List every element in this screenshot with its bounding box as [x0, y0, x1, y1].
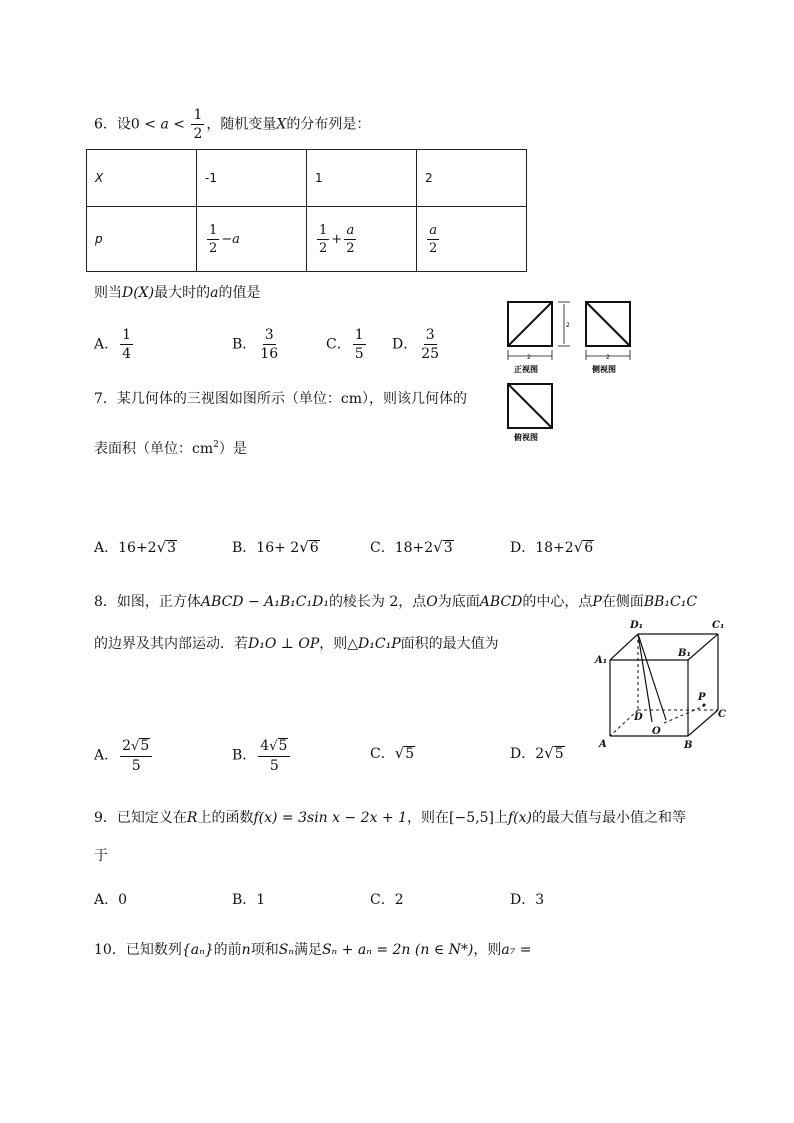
q8-option-c[interactable]: C．√5: [370, 744, 415, 762]
distribution-table: [86, 149, 527, 272]
prob-cell-2: $\frac{1}{2}$ + $\frac{a}{2}$: [307, 207, 417, 272]
q7-option-a[interactable]: A．16+2√3: [94, 538, 177, 556]
cube-figure: [594, 614, 740, 754]
q7-stem-line1: 7．某几何体的三视图如图所示（单位：cm），则该几何体的: [94, 391, 468, 407]
label-b: B: [684, 740, 693, 751]
q9-stem-line2: 于: [94, 848, 108, 864]
half-fraction: $\frac{1}{2}$: [193, 107, 203, 142]
dim-height: 2: [566, 322, 570, 329]
prob-cell-1: $\frac{1}{2}$ −a: [197, 207, 307, 272]
prob-cell-3: $\frac{a}{2}$: [417, 207, 527, 272]
q9-stem-line1: 9．已知定义在R上的函数f(x) = 3sin x − 2x + 1，则在[−5,5]上f(x)的最大值与最小值之和等: [94, 810, 686, 826]
top-view-label: 俯视图: [514, 433, 538, 442]
label-d1: D₁: [630, 620, 644, 631]
q8-stem-line2: 的边界及其内部运动．若D₁O ⊥ OP，则△D₁C₁P面积的最大值为: [94, 636, 499, 652]
label-b1: B₁: [678, 648, 691, 659]
q8-option-b[interactable]: B． $\frac{4√5}{5}$: [232, 738, 292, 773]
label-a1: A₁: [595, 655, 608, 666]
dim-width-side: 2: [606, 354, 610, 361]
q6-number: 6．: [94, 116, 117, 133]
front-view-label: 正视图: [514, 365, 538, 374]
label-c: C: [718, 709, 726, 720]
label-c1: C₁: [712, 620, 725, 631]
q6-stem: 6．设0 < a < $\frac{1}{2}$ ，随机变量X的分布列是：: [94, 107, 371, 142]
q7-option-d[interactable]: D．18+2√6: [510, 538, 594, 556]
q9-option-b[interactable]: B．1: [232, 892, 266, 908]
q9-option-d[interactable]: D．3: [510, 892, 545, 908]
q8-option-d[interactable]: D．2√5: [510, 744, 564, 762]
side-view-label: 侧视图: [592, 365, 616, 374]
q7-stem-line2: 表面积（单位：$cm^2$）是: [94, 440, 247, 457]
q7-option-b[interactable]: B．16+ 2√6: [232, 538, 319, 556]
table-row: p $\frac{1}{2}$ −a $\frac{1}{2}$ + $\frac{a}{2}$ $\frac{a}{2}$: [87, 207, 527, 272]
q8-option-a[interactable]: A． $\frac{2√5}{5}$: [94, 738, 154, 773]
label-p: P: [698, 692, 706, 703]
point-p-dot: [703, 704, 706, 707]
q9-option-c[interactable]: C．2: [370, 892, 404, 908]
q7-option-c[interactable]: C．18+2√3: [370, 538, 453, 556]
q6-option-b[interactable]: B． $\frac{3}{16}$: [232, 327, 279, 362]
q6-option-a[interactable]: A． $\frac{1}{4}$: [94, 327, 132, 362]
q10-stem: 10．已知数列{aₙ}的前n项和Sₙ满足Sₙ + aₙ = 2n (n ∈ N*)，则a₇ =: [94, 942, 532, 958]
label-a: A: [599, 739, 607, 750]
label-o: O: [652, 726, 661, 737]
dim-width: 2: [527, 354, 531, 361]
q8-stem-line1: 8．如图，正方体ABCD − A₁B₁C₁D₁的棱长为 2，点O为底面ABCD的中心，点P在侧面BB₁C₁C: [94, 594, 698, 610]
table-row: X -1 1 2: [87, 150, 527, 207]
q9-option-a[interactable]: A．0: [94, 892, 128, 908]
q6-ask: 则当D(X)最大时的a的值是: [94, 285, 261, 301]
three-view-figure: [498, 298, 638, 448]
label-d: D: [634, 712, 643, 723]
q6-option-d[interactable]: D． $\frac{3}{25}$: [392, 327, 440, 362]
q6-option-c[interactable]: C． $\frac{1}{5}$: [326, 327, 364, 362]
